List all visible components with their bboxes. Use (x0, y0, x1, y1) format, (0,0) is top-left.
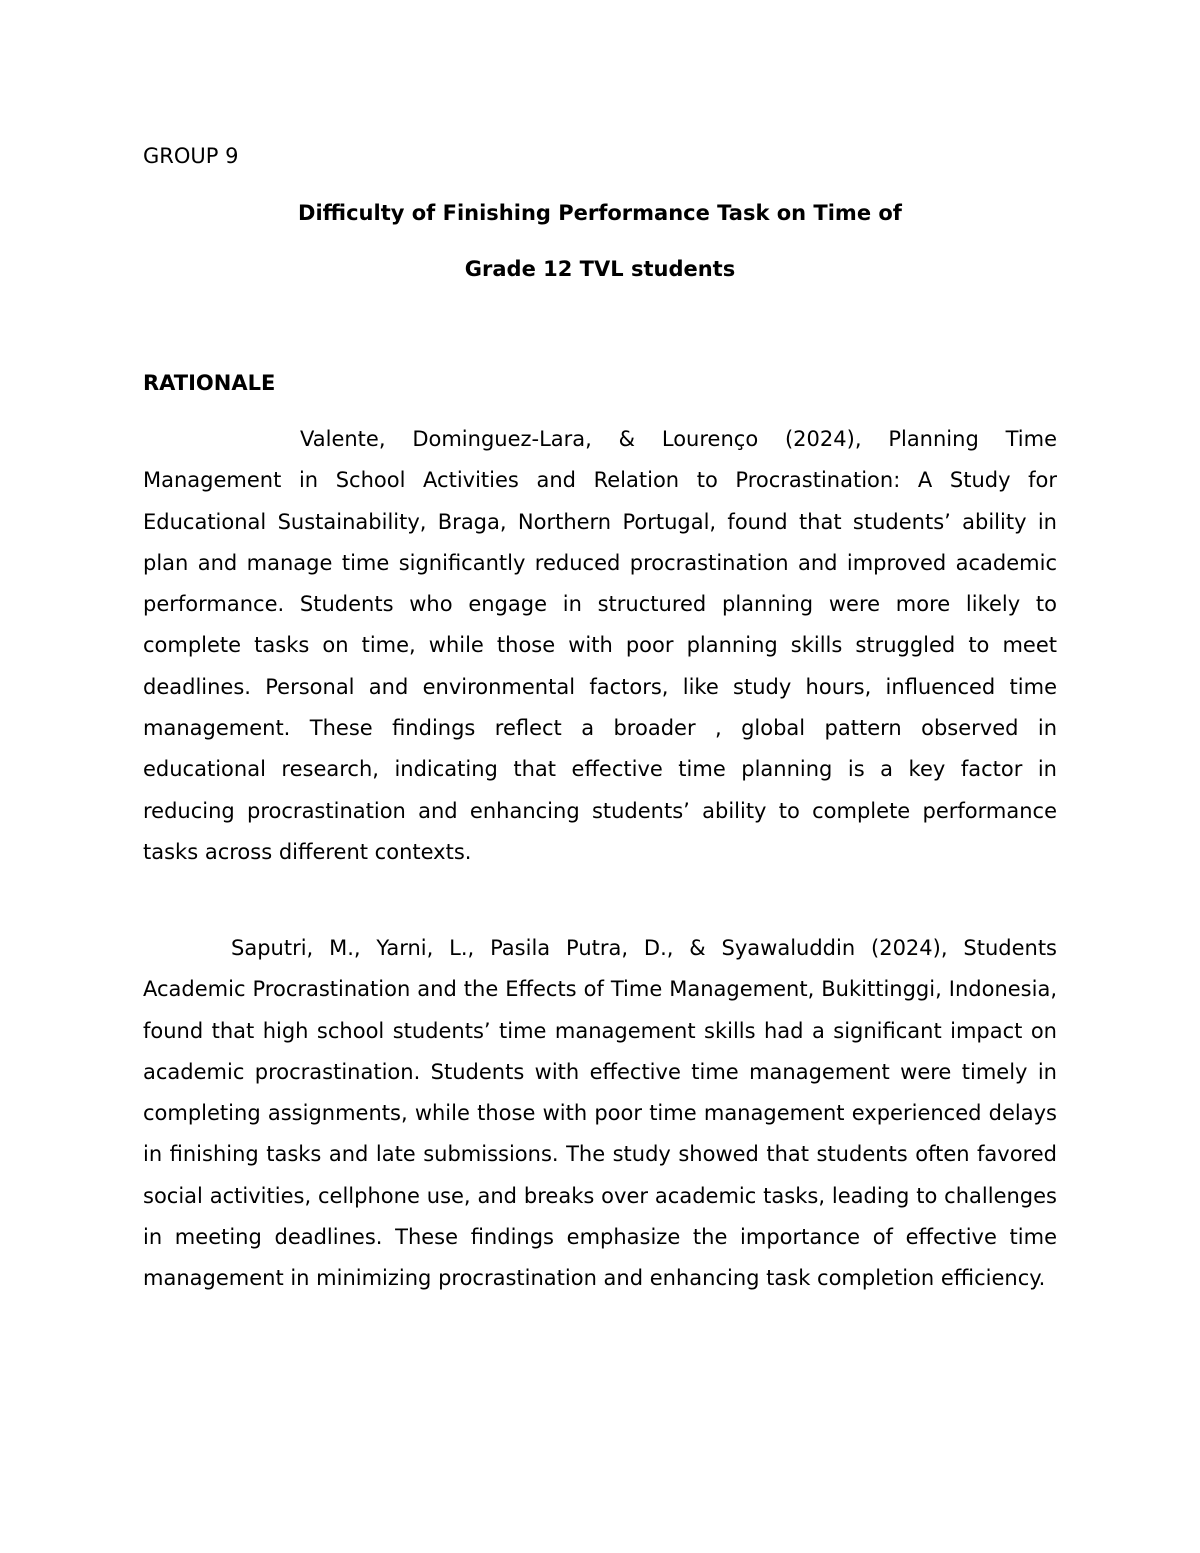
section-heading-rationale: RATIONALE (143, 371, 276, 395)
paragraph-valente: Valente, Dominguez-Lara, & Lourenço (2024), Planning Time Management in School Activities and Relation to Procrastination: A Study for Educational Sustainability, Braga, Northern Portugal, found that students’ ability in plan and manage time significantly reduced procrastination and improved academic performance. Students who engage in structured planning were more likely to complete tasks on time, while those with poor planning skills struggled to meet deadlines. Personal and environmental factors, like study hours, influenced time management. These findings reflect a broader , global pattern observed in educational research, indicating that effective time planning is a key factor in reducing procrastination and enhancing students’ ability to complete performance tasks across different contexts. (143, 427, 1057, 864)
group-label: GROUP 9 (143, 144, 239, 168)
document-title-line-1: Difficulty of Finishing Performance Task on Time of (298, 201, 902, 225)
document-title-line-2: Grade 12 TVL students (464, 257, 736, 281)
paragraph-saputri: Saputri, M., Yarni, L., Pasila Putra, D., & Syawaluddin (2024), Students Academic Procrastination and the Effects of Time Management, Bukittinggi, Indonesia, found that high school students’ time management skills had a significant impact on academic procrastination. Students with effective time management were timely in completing assignments, while those with poor time management experienced delays in finishing tasks and late submissions. The study showed that students often favored social activities, cellphone use, and breaks over academic tasks, leading to challenges in meeting deadlines. These findings emphasize the importance of effective time management in minimizing procrastination and enhancing task completion efficiency. (143, 936, 1057, 1291)
